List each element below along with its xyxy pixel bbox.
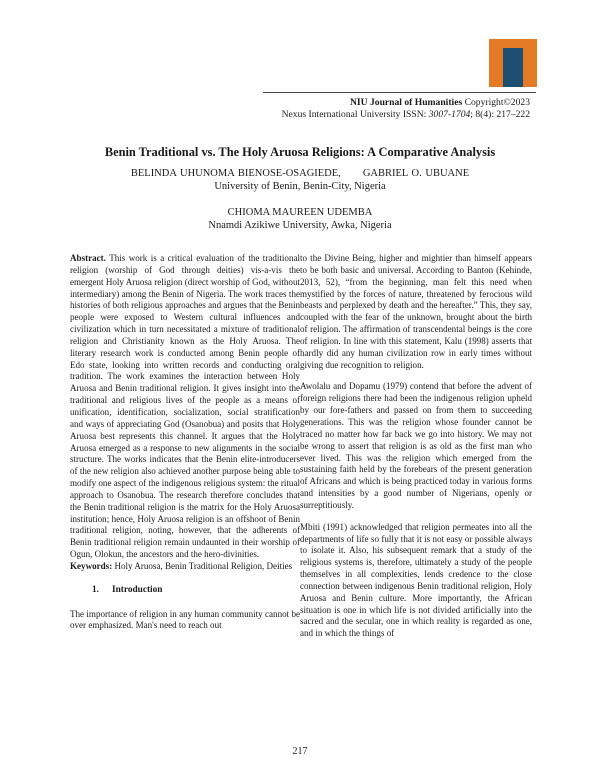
keywords	[70, 561, 300, 573]
journal-line-2	[282, 109, 530, 121]
right-paragraph-2: Awolalu and Dopamu (1979) contend that before the advent of foreign religions there had been the indigenous religion upheld by our fore-fathers and passed on from them to succeeding generations. This was the religion whose founder cannot be traced no matter how far back we go into history. We may not be wrong to assert that religion is as old as the first man who ever lived. This was the religion which emerged from the sustaining faith held by the forebears of the present generation of Africans and which is being practiced today in various forms and intensities by a good number of Nigerians, openly or surreptitiously.	[300, 381, 532, 510]
left-column	[70, 253, 300, 632]
affiliation-2: Nnamdi Azikiwe University, Awka, Nigeria	[208, 219, 392, 231]
affiliation-1: University of Benin, Benin-City, Nigeria	[214, 180, 386, 192]
author-3: CHIOMA MAUREEN UDEMBA	[227, 207, 373, 218]
journal-logo	[489, 39, 537, 87]
issn: 3007-1704	[428, 108, 471, 120]
copyright: Copyright©2023	[464, 97, 530, 108]
right-column	[300, 253, 532, 640]
right-paragraph-3: Mbiti (1991) acknowledged that religion permeates into all the departments of life so fully that it is not easy or possible always to isolate it. Also, his subsequent remark that a study of the religious systems is, therefore, ultimately a study of the people themselves in all complexities, lends credence to the close connection between indigenous Benin traditional religion, Holy Aruosa and Benin culture. More importantly, the African situation is one in which life is not divided artificially into the sacred and the secular, one in which reality is regarded as one, and in which the things of	[300, 521, 532, 639]
journal-header	[282, 97, 530, 120]
section-number: 1.	[92, 584, 99, 595]
keywords-text: Holy Aruosa, Benin Traditional Religion, Deities	[114, 560, 293, 571]
journal-line-1	[282, 97, 530, 109]
author-block-2	[0, 207, 600, 232]
abstract-label: Abstract.	[70, 253, 106, 263]
author-block-1	[0, 168, 600, 193]
intro-paragraph: The importance of religion in any human community cannot be over emphasized. Man's need to reach out	[70, 608, 300, 631]
volume-pages: ; 8(4): 217–222	[470, 108, 530, 120]
section-heading	[92, 585, 300, 597]
author-names-1	[0, 168, 600, 181]
keywords-label: Keywords:	[70, 560, 113, 571]
paper-title: Benin Traditional vs. The Holy Aruosa Religions: A Comparative Analysis	[104, 145, 496, 159]
page-number: 217	[292, 746, 308, 757]
right-paragraph-1: to the Divine Being, higher and mightier than himself appears to be both basic and universal. According to Banton (Kehinde, 2013, 52), “from the beginning, man felt this need when mystified by the forces of nature, threatened by ferocious wild beasts and perplexed by death and the hereafter.” This, they say, coupled with the fear of the unknown, brought about the birth of religion. The affirmation of transcendental beings is the core of religion. In line with this statement, Kalu (1998) asserts that hardly did any human civilization row in early times without giving due recognition to religion.	[300, 253, 532, 370]
author-2: GABRIEL O. UBUANE	[362, 168, 470, 179]
abstract-text: This work is a critical evaluation of the traditional religion (worship of God through deities) vis-a-vis the emergent Holy Aruosa religion (direct worship of God, without intermediary) among the Benin of Nigeria. The work traces the histories of both religious approaches and argues that the Benin people were exposed to Western cultural influences and civilization which in turn necessitated a mixture of traditional religion and Christianity known as the Holy Aruosa. The literary research work is conducted among Benin people of Edo state, looking into written records and conducting oral tradition. The work examines the interaction between Holy Aruosa and Benin traditional religion. It gives insight into the traditional and religious lives of the people as a means of unification, identification, socialization, social stratification and ways of appreciating God (Osanobua) and posits that Holy Aruosa best represents this channel. It argues that the Holy Aruosa emerged as a response to new alignments in the social structure. The works indicates that the Benin elite-introducers of the new religion also achieved another purpose being able to modify one aspect of the indigenous religious system: the ritual approach to Osanobua. The research therefore concludes that the Benin traditional religion is the matrix for the Holy Aruosa institution; hence, Holy Aruosa religion is an offshoot of Benin traditional religion, noting, however, that the adherents of Benin traditional religion remain undaunted in their worship of Ogun, Olokun, the ancestors and the hero-divinities.	[70, 253, 300, 560]
publisher: Nexus International University ISSN:	[281, 108, 429, 120]
section-title: Introduction	[112, 584, 163, 595]
journal-name: NIU Journal of Humanities	[350, 97, 463, 108]
author-1: BELINDA UHUNOMA BIENOSE-OSAGIEDE,	[130, 168, 341, 179]
logo-inner-block	[503, 48, 523, 87]
abstract	[70, 253, 300, 561]
header-rule	[263, 92, 536, 93]
